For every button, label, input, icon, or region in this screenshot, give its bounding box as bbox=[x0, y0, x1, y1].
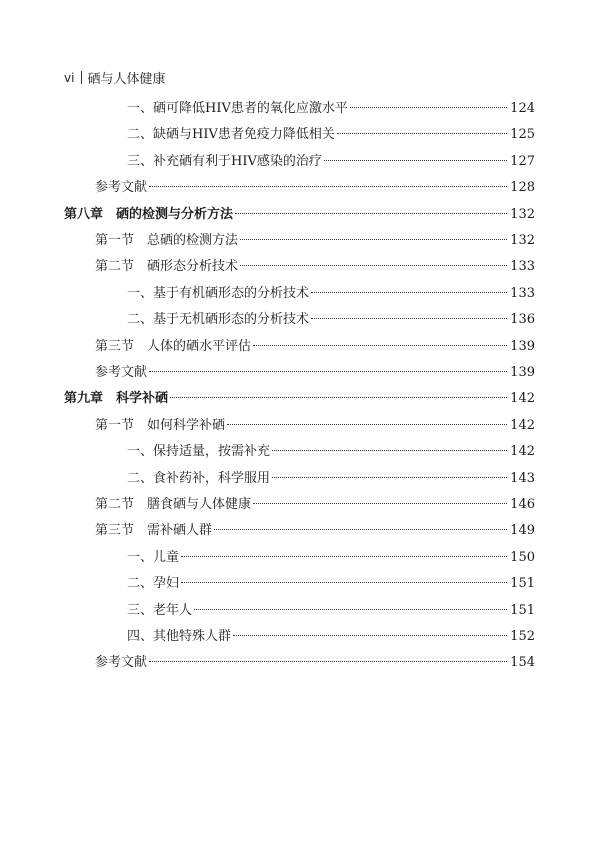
toc-entry-page: 127 bbox=[510, 153, 535, 169]
toc-entry-page: 132 bbox=[510, 206, 535, 222]
toc-entry-page: 133 bbox=[510, 259, 535, 275]
toc-entry-page: 151 bbox=[510, 576, 535, 592]
toc-section-entry bbox=[95, 414, 535, 436]
toc-entry-title: 第三节 人体的硒水平评估 bbox=[95, 338, 252, 354]
toc-leader-dots bbox=[235, 213, 507, 214]
toc-entry-page: 142 bbox=[510, 417, 535, 433]
toc-leader-dots bbox=[253, 503, 507, 504]
toc-section-entry bbox=[95, 519, 535, 541]
toc-entry-page: 124 bbox=[510, 101, 535, 116]
toc-subsection-entry bbox=[127, 572, 535, 594]
toc-entry-title: 第三节 需补硒人群 bbox=[95, 523, 213, 539]
toc-leader-dots bbox=[272, 450, 507, 451]
toc-entry-title: 第二节 膳食硒与人体健康 bbox=[95, 497, 252, 512]
toc-subsection-entry bbox=[127, 625, 535, 647]
toc-entry-title: 二、基于无机硒形态的分析技术 bbox=[127, 312, 310, 328]
toc-entry-title: 一、基于有机硒形态的分析技术 bbox=[127, 285, 310, 301]
toc-section-entry bbox=[95, 229, 535, 251]
toc-leader-dots bbox=[240, 265, 507, 266]
toc-entry-page: 146 bbox=[510, 497, 535, 512]
toc-section-entry bbox=[95, 361, 535, 383]
toc-entry-title: 二、孕妇 bbox=[127, 576, 180, 592]
toc-leader-dots bbox=[149, 371, 507, 372]
toc-entry-title: 四、其他特殊人群 bbox=[127, 629, 232, 644]
toc-chapter-entry bbox=[64, 203, 535, 225]
toc-entry-page: 150 bbox=[510, 549, 535, 565]
toc-entry-page: 143 bbox=[510, 470, 535, 486]
page-number: vi bbox=[64, 70, 75, 85]
toc-leader-dots bbox=[311, 292, 507, 293]
toc-leader-dots bbox=[324, 160, 507, 161]
toc-entry-title: 第一节 如何科学补硒 bbox=[95, 417, 226, 433]
toc-subsection-entry bbox=[127, 308, 535, 330]
toc-subsection-entry bbox=[127, 467, 535, 489]
toc-leader-dots bbox=[311, 318, 507, 319]
toc-entry-page: 142 bbox=[510, 444, 535, 460]
book-title: 硒与人体健康 bbox=[87, 72, 166, 87]
toc-leader-dots bbox=[149, 186, 507, 187]
toc-chapter-entry bbox=[64, 387, 535, 409]
toc-section-entry bbox=[95, 493, 535, 515]
toc-subsection-entry bbox=[127, 97, 535, 119]
toc-entry-page: 149 bbox=[510, 523, 535, 539]
toc-leader-dots bbox=[214, 529, 507, 530]
toc-entry-page: 125 bbox=[510, 127, 535, 143]
toc-subsection-entry bbox=[127, 150, 535, 172]
toc-entry-page: 151 bbox=[510, 602, 535, 618]
toc-leader-dots bbox=[240, 239, 507, 240]
toc-subsection-entry bbox=[127, 282, 535, 304]
toc-subsection-entry bbox=[127, 440, 535, 462]
toc-entry-title: 一、儿童 bbox=[127, 549, 180, 565]
toc-leader-dots bbox=[149, 661, 507, 662]
toc-entry-title: 二、食补药补，科学服用 bbox=[127, 470, 271, 486]
toc-entry-page: 139 bbox=[510, 365, 535, 380]
toc-entry-title: 第一节 总硒的检测方法 bbox=[95, 233, 239, 248]
toc-leader-dots bbox=[194, 609, 507, 610]
toc-leader-dots bbox=[170, 397, 507, 398]
toc-entry-title: 第二节 硒形态分析技术 bbox=[95, 259, 239, 275]
toc-leader-dots bbox=[337, 133, 507, 134]
toc-leader-dots bbox=[272, 477, 507, 478]
toc-leader-dots bbox=[233, 635, 507, 636]
toc-entry-page: 136 bbox=[510, 312, 535, 328]
toc-section-entry bbox=[95, 255, 535, 277]
toc-entry-title: 参考文献 bbox=[95, 365, 148, 380]
toc-leader-dots bbox=[253, 345, 507, 346]
toc-entry-page: 132 bbox=[510, 233, 535, 248]
toc-entry-title: 三、补充硒有利于HIV感染的治疗 bbox=[127, 153, 322, 169]
toc-leader-dots bbox=[181, 556, 507, 557]
toc-section-entry bbox=[95, 651, 535, 673]
toc-entry-page: 139 bbox=[510, 338, 535, 354]
toc-section-entry bbox=[95, 335, 535, 357]
toc-subsection-entry bbox=[127, 546, 535, 568]
toc-subsection-entry bbox=[127, 599, 535, 621]
toc-entry-title: 参考文献 bbox=[95, 180, 148, 196]
toc-entry-title: 二、缺硒与HIV患者免疫力降低相关 bbox=[127, 127, 335, 143]
toc-entry-title: 参考文献 bbox=[95, 655, 148, 671]
toc-entry-page: 142 bbox=[510, 391, 535, 407]
toc-leader-dots bbox=[350, 107, 507, 108]
toc-leader-dots bbox=[227, 424, 507, 425]
toc-entry-page: 152 bbox=[510, 629, 535, 644]
toc-leader-dots bbox=[181, 582, 507, 583]
toc-entry-title: 一、保持适量，按需补充 bbox=[127, 444, 271, 460]
header-divider bbox=[81, 71, 82, 84]
toc-section-entry bbox=[95, 176, 535, 198]
toc-entry-title: 一、硒可降低HIV患者的氧化应激水平 bbox=[127, 101, 348, 116]
toc-subsection-entry bbox=[127, 123, 535, 145]
toc-entry-title: 第九章 科学补硒 bbox=[64, 391, 169, 407]
toc-entry-page: 154 bbox=[510, 655, 535, 671]
toc-entry-page: 128 bbox=[510, 180, 535, 196]
toc-entry-page: 133 bbox=[510, 285, 535, 301]
running-header bbox=[64, 68, 165, 87]
toc-entry-title: 第八章 硒的检测与分析方法 bbox=[64, 206, 234, 222]
toc-entry-title: 三、老年人 bbox=[127, 602, 193, 618]
